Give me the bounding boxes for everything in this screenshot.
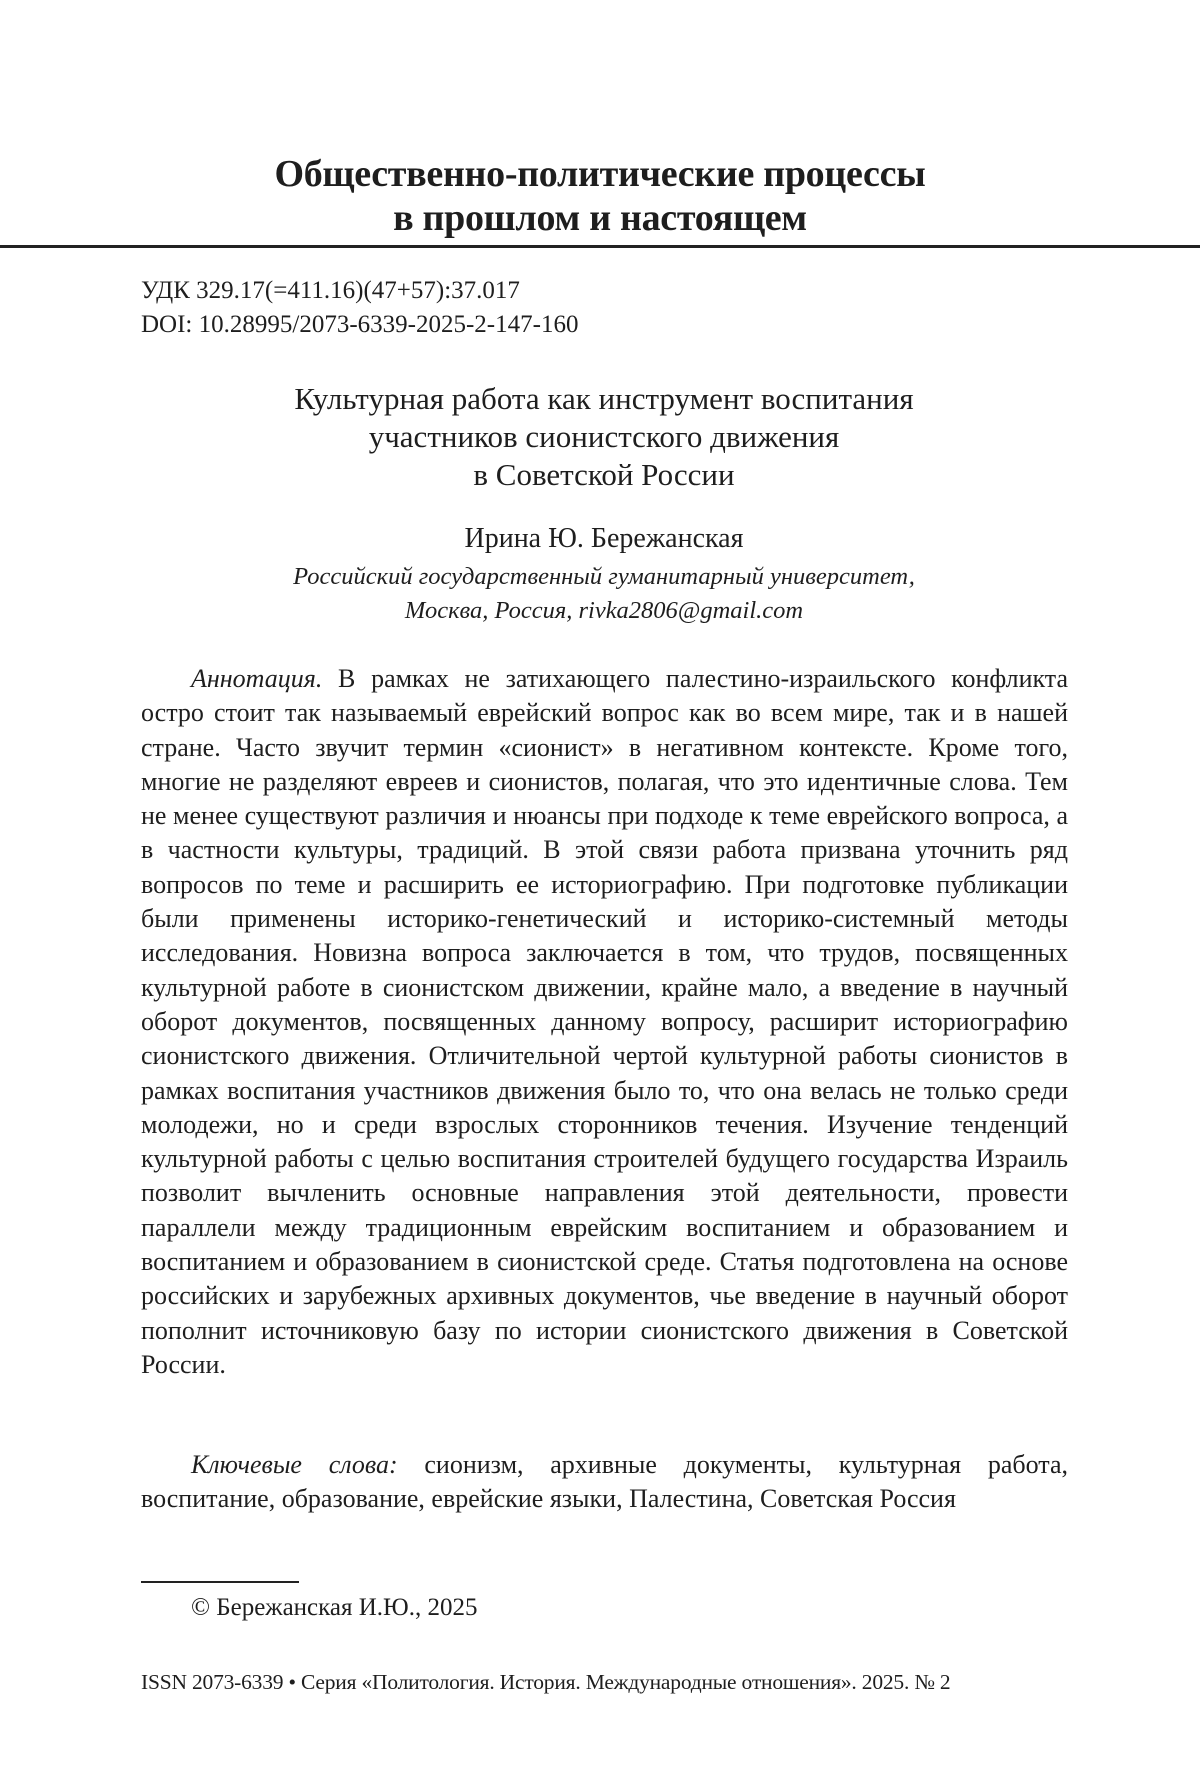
footnote-divider bbox=[141, 1581, 299, 1583]
keywords-label: Ключевые слова: bbox=[191, 1450, 398, 1479]
article-title-line-3: в Советской России bbox=[0, 456, 1200, 494]
abstract-label: Аннотация. bbox=[191, 664, 322, 693]
section-title-line-2: в прошлом и настоящем bbox=[0, 196, 1200, 240]
udc-code: УДК 329.17(=411.16)(47+57):37.017 bbox=[141, 274, 578, 308]
section-title-line-1: Общественно-политические процессы bbox=[0, 152, 1200, 196]
author-name: Ирина Ю. Бережанская bbox=[0, 522, 1200, 556]
section-divider bbox=[0, 245, 1200, 248]
article-title bbox=[0, 380, 1200, 494]
article-title-line-1: Культурная работа как инструмент воспитания bbox=[0, 380, 1200, 418]
keywords-text: сионизм, архивные документы, культурная работа, воспитание, образование, еврейские языки, Палестина, Советская Россия bbox=[141, 1450, 1068, 1513]
article-identifiers bbox=[141, 274, 578, 342]
author-affiliation bbox=[0, 560, 1200, 628]
section-title bbox=[0, 152, 1200, 240]
affiliation-line-1: Российский государственный гуманитарный университет, bbox=[0, 560, 1200, 594]
journal-footer: ISSN 2073-6339 • Серия «Политология. История. Международные отношения». 2025. № 2 bbox=[141, 1668, 950, 1696]
abstract-text: В рамках не затихающего палестино-израильского конфликта остро стоит так называемый еврейский вопрос как во всем мире, так и в нашей стране. Часто звучит термин «сионист» в негативном контексте. Кроме того, многие не разделяют евреев и сионистов, полагая, что это идентичные слова. Тем не менее существуют различия и нюансы при подходе к теме еврейского вопроса, а в частности культуры, традиций. В этой связи работа призвана уточнить ряд вопросов по теме и расширить ее историографию. При подготовке публикации были применены историко-генетический и историко-системный методы исследования. Новизна вопроса заключается в том, что трудов, посвященных культурной работе в сионистском движении, крайне мало, а введение в научный оборот документов, посвященных данному вопросу, расширит историографию сионистского движения. Отличительной чертой культурной работы сионистов в рамках воспитания участников движения было то, что она велась не только среди молодежи, но и среди взрослых сторонников течения. Изучение тенденций культурной работы с целью воспитания строителей будущего государства Израиль позволит вычленить основные направления этой деятельности, провести параллели между традиционным еврейским воспитанием и образованием и воспитанием и образованием в сионистской среде. Статья подготовлена на основе российских и зарубежных архивных документов, чье введение в научный оборот пополнит источниковую базу по истории сионистского движения в Советской России. bbox=[141, 664, 1068, 1379]
abstract bbox=[141, 662, 1068, 1382]
keywords bbox=[141, 1448, 1068, 1517]
copyright-note: © Бережанская И.Ю., 2025 bbox=[191, 1592, 478, 1624]
article-title-line-2: участников сионистского движения bbox=[0, 418, 1200, 456]
doi-code: DOI: 10.28995/2073-6339-2025-2-147-160 bbox=[141, 308, 578, 342]
affiliation-line-2: Москва, Россия, rivka2806@gmail.com bbox=[0, 594, 1200, 628]
